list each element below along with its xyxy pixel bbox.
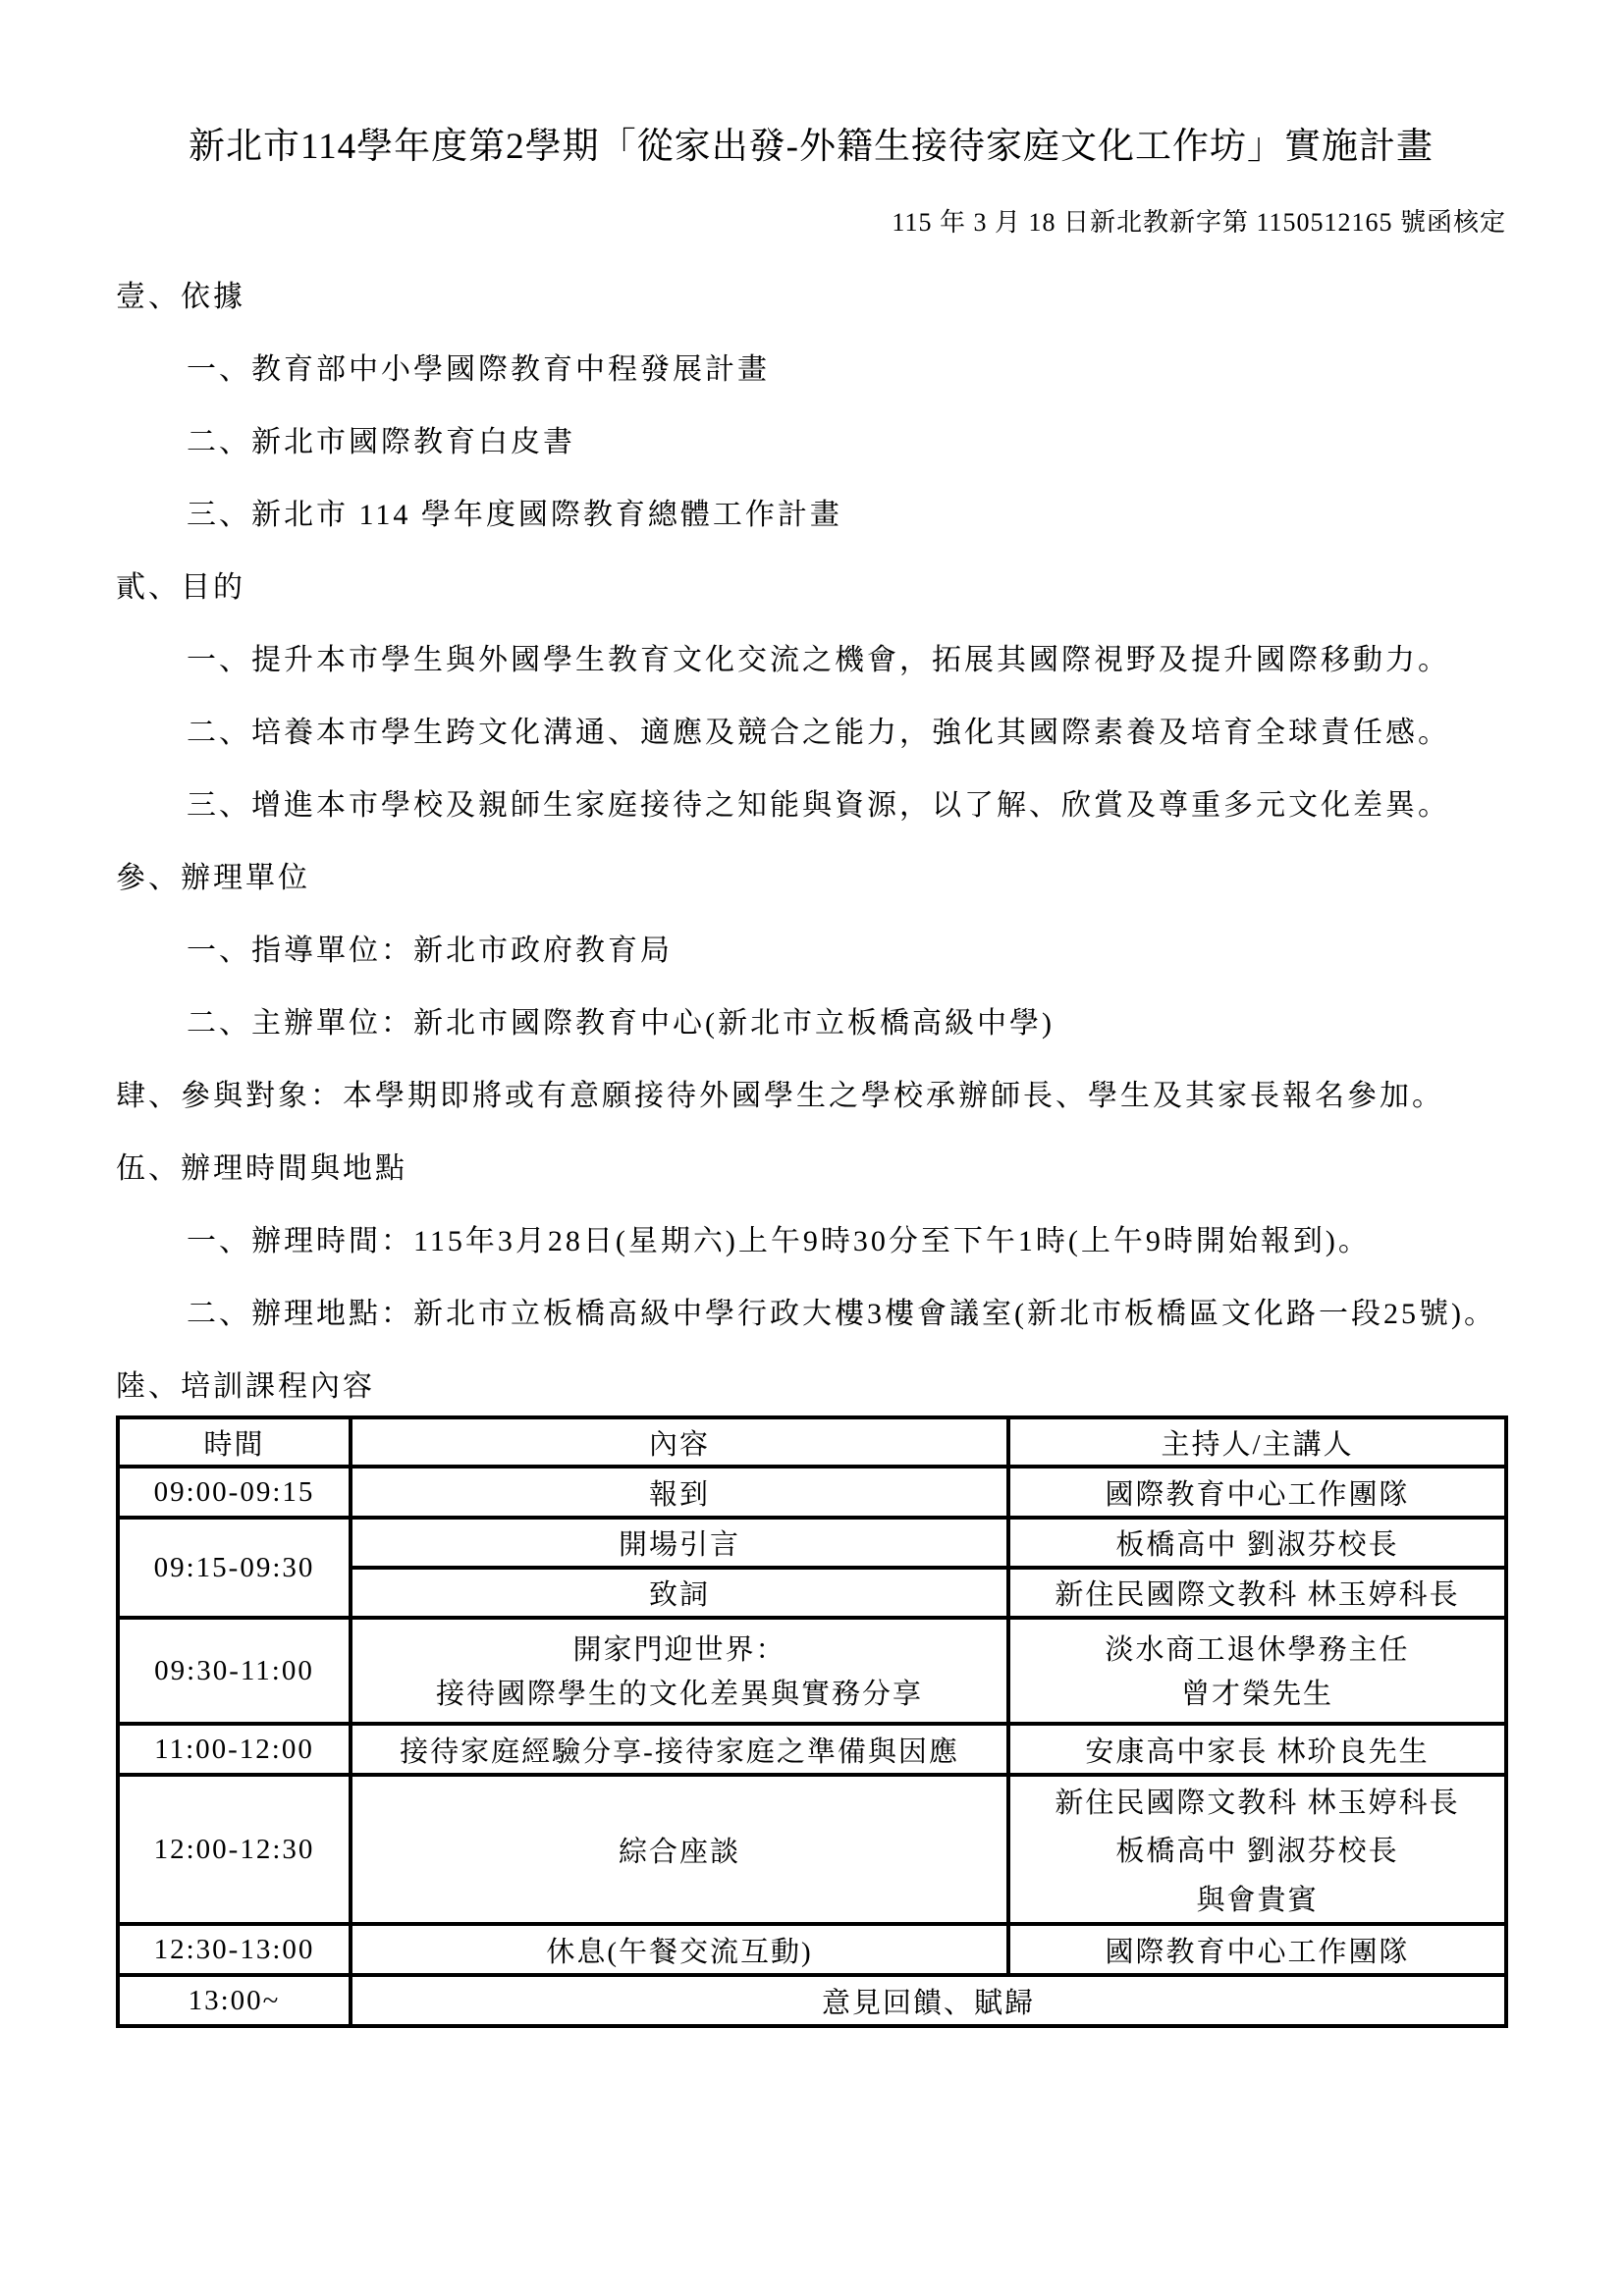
- host-line: 板橋高中 劉淑芬校長: [1115, 1836, 1399, 1868]
- content-cell-merged: 意見回饋、賦歸: [351, 1975, 1506, 2026]
- header-cell-host: 主持人/主講人: [1008, 1417, 1506, 1467]
- document-body: [116, 282, 1506, 2028]
- host-cell: [1008, 1775, 1506, 1924]
- section-2-item: 一、提升本市學生與外國學生教育文化交流之機會，拓展其國際視野及提升國際移動力。: [187, 644, 1450, 676]
- table-row: [118, 1724, 1506, 1775]
- table-row: [118, 1775, 1506, 1924]
- schedule-table: [116, 1415, 1508, 2028]
- content-cell: [351, 1618, 1008, 1724]
- host-cell: [1008, 1618, 1506, 1724]
- time-cell: 13:00~: [118, 1975, 351, 2026]
- host-cell: 板橋高中 劉淑芬校長: [1008, 1518, 1506, 1568]
- time-cell: 12:30-13:00: [118, 1924, 351, 1975]
- time-cell: 11:00-12:00: [118, 1724, 351, 1775]
- header-cell-time: 時間: [118, 1417, 351, 1467]
- table-row: [118, 1924, 1506, 1975]
- table-row: [118, 1618, 1506, 1724]
- section-heading-6: 陸、培訓課程內容: [116, 1370, 375, 1403]
- content-cell: 綜合座談: [351, 1775, 1008, 1924]
- section-2-item: 三、增進本市學校及親師生家庭接待之知能與資源，以了解、欣賞及尊重多元文化差異。: [187, 789, 1450, 822]
- host-line: 與會貴賓: [1196, 1884, 1319, 1916]
- content-cell: 接待家庭經驗分享-接待家庭之準備與因應: [351, 1724, 1008, 1775]
- table-row: [118, 1518, 1506, 1568]
- content-cell: 致詞: [351, 1568, 1008, 1618]
- content-cell: 開場引言: [351, 1518, 1008, 1568]
- section-heading-1: 壹、依據: [116, 281, 245, 313]
- section-3-item: 二、主辦單位：新北市國際教育中心(新北市立板橋高級中學): [187, 1007, 1055, 1040]
- host-line: 曾才榮先生: [1180, 1679, 1333, 1710]
- time-cell: 09:15-09:30: [118, 1518, 351, 1618]
- content-cell: 休息(午餐交流互動): [351, 1924, 1008, 1975]
- section-heading-3: 參、辦理單位: [116, 862, 310, 894]
- page-title: 新北市114學年度第2學期「從家出發-外籍生接待家庭文化工作坊」實施計畫: [189, 127, 1434, 167]
- section-2-item: 二、培養本市學生跨文化溝通、適應及競合之能力，強化其國際素養及培育全球責任感。: [187, 717, 1450, 749]
- host-cell: 新住民國際文教科 林玉婷科長: [1008, 1568, 1506, 1618]
- host-cell: 國際教育中心工作團隊: [1008, 1467, 1506, 1518]
- time-cell: 12:00-12:30: [118, 1775, 351, 1924]
- host-cell: 國際教育中心工作團隊: [1008, 1924, 1506, 1975]
- host-line: 淡水商工退休學務主任: [1105, 1634, 1410, 1666]
- table-header-row: [118, 1417, 1506, 1467]
- section-heading-5: 伍、辦理時間與地點: [116, 1152, 407, 1185]
- approval-number: 115 年 3 月 18 日新北教新字第 1150512165 號函核定: [892, 208, 1506, 237]
- section-3-item: 一、指導單位：新北市政府教育局: [187, 934, 673, 967]
- content-line: 開家門迎世界：: [572, 1634, 786, 1666]
- section-1-item: 一、教育部中小學國際教育中程發展計畫: [187, 353, 770, 386]
- time-cell: 09:30-11:00: [118, 1618, 351, 1724]
- host-line: 新住民國際文教科 林玉婷科長: [1055, 1788, 1460, 1820]
- table-row: [118, 1467, 1506, 1518]
- time-cell: 09:00-09:15: [118, 1467, 351, 1518]
- header-cell-content: 內容: [351, 1417, 1008, 1467]
- section-1-item: 二、新北市國際教育白皮書: [187, 426, 575, 458]
- host-cell: 安康高中家長 林玠良先生: [1008, 1724, 1506, 1775]
- section-heading-4: 肆、參與對象：本學期即將或有意願接待外國學生之學校承辦師長、學生及其家長報名參加。: [116, 1080, 1444, 1112]
- content-cell: 報到: [351, 1467, 1008, 1518]
- section-5-item: 二、辦理地點：新北市立板橋高級中學行政大樓3樓會議室(新北市板橋區文化路一段25號)。: [187, 1298, 1496, 1330]
- section-1-item: 三、新北市 114 學年度國際教育總體工作計畫: [187, 499, 842, 531]
- section-5-item: 一、辦理時間：115年3月28日(星期六)上午9時30分至下午1時(上午9時開始報到)。: [187, 1225, 1371, 1257]
- content-line: 接待國際學生的文化差異與實務分享: [435, 1679, 923, 1710]
- table-row: [118, 1975, 1506, 2026]
- section-heading-2: 貳、目的: [116, 571, 245, 604]
